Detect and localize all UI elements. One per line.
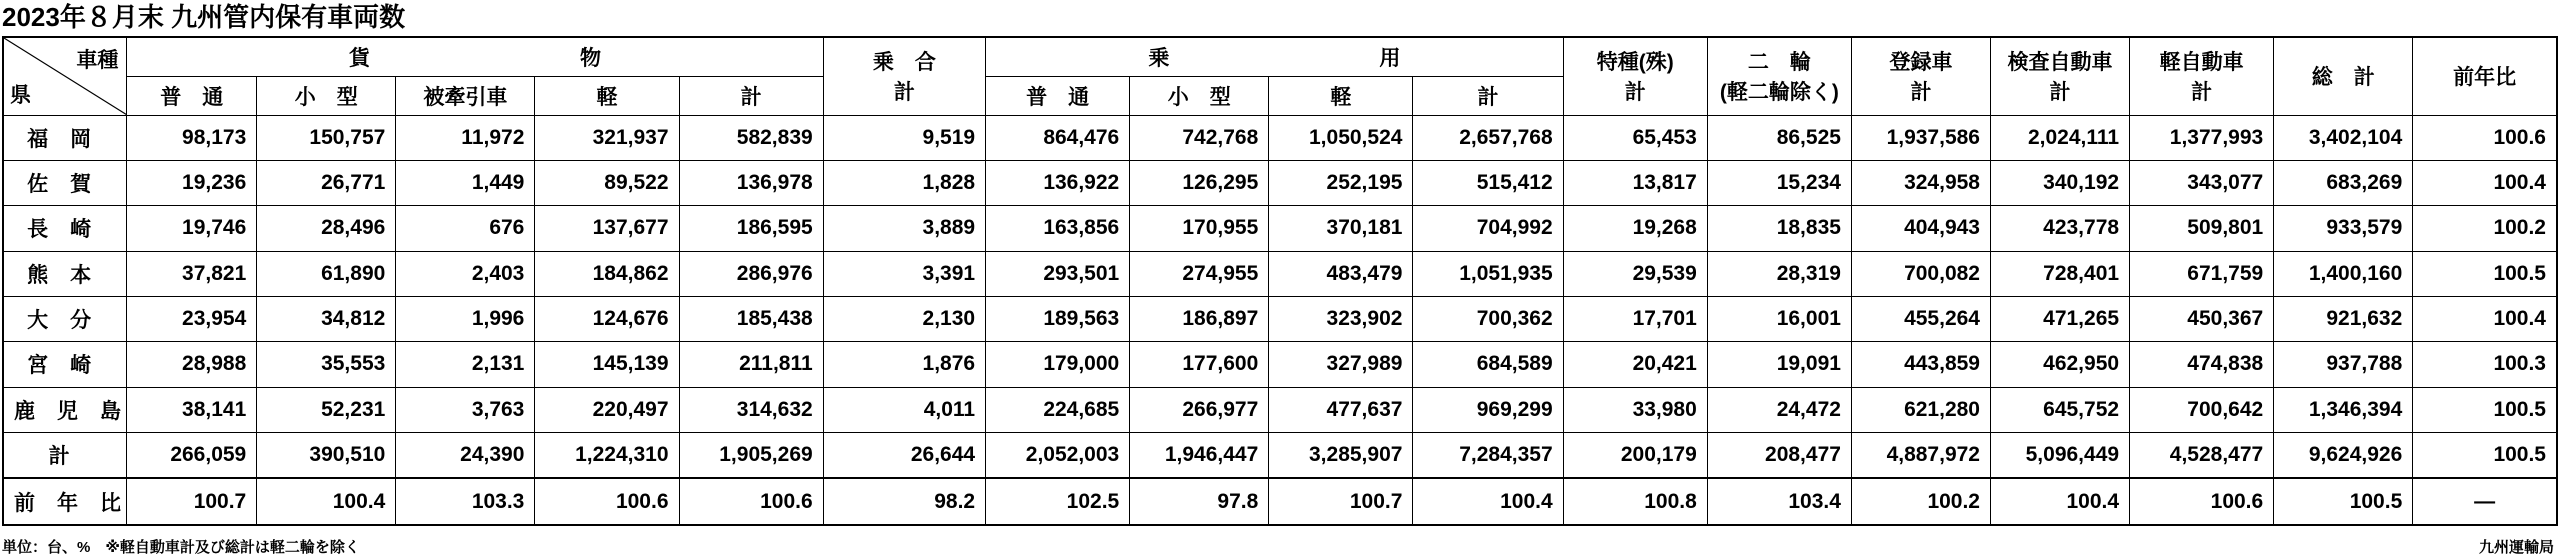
passenger-subheader-futsu: 普 通 [986, 76, 1130, 115]
table-cell: 100.4 [1413, 478, 1563, 525]
cargo-subheader-kogata: 小 型 [257, 76, 396, 115]
table-cell: 462,950 [1991, 342, 2130, 387]
table-cell: 29,539 [1563, 251, 1707, 296]
table-cell: 100.7 [1269, 478, 1413, 525]
table-cell: 89,522 [535, 160, 679, 205]
table-cell: 274,955 [1130, 251, 1269, 296]
table-cell: 97.8 [1130, 478, 1269, 525]
table-cell: 24,390 [396, 433, 535, 479]
table-cell: 2,657,768 [1413, 115, 1563, 160]
table-cell: 443,859 [1851, 342, 1990, 387]
table-cell: 137,677 [535, 206, 679, 251]
bus-header [823, 37, 985, 115]
table-cell: ― [2413, 478, 2557, 525]
bus-header-top: 乗 合 [872, 51, 936, 75]
table-cell: 13,817 [1563, 160, 1707, 205]
table-cell: 455,264 [1851, 296, 1990, 341]
table-corner-header [3, 37, 127, 115]
table-cell: 1,937,586 [1851, 115, 1990, 160]
table-cell: 621,280 [1851, 387, 1990, 432]
table-cell: 2,024,111 [1991, 115, 2130, 160]
table-cell: 704,992 [1413, 206, 1563, 251]
table-cell: 15,234 [1707, 160, 1851, 205]
table-cell: 103.4 [1707, 478, 1851, 525]
table-row [3, 387, 2557, 432]
table-cell: 100.7 [127, 478, 257, 525]
table-cell: 9,624,926 [2274, 433, 2413, 479]
table-cell: 683,269 [2274, 160, 2413, 205]
row-label: 長崎 [3, 206, 127, 251]
table-cell: 37,821 [127, 251, 257, 296]
table-cell: 3,285,907 [1269, 433, 1413, 479]
table-cell: 1,377,993 [2130, 115, 2274, 160]
table-cell: 23,954 [127, 296, 257, 341]
table-cell: 4,887,972 [1851, 433, 1990, 479]
table-cell: 1,905,269 [679, 433, 823, 479]
table-cell: 28,496 [257, 206, 396, 251]
table-cell: 921,632 [2274, 296, 2413, 341]
table-cell: 100.6 [679, 478, 823, 525]
table-cell: 404,943 [1851, 206, 1990, 251]
table-cell: 100.4 [2413, 296, 2557, 341]
page-title: 2023年８月末 九州管内保有車両数 [2, 2, 406, 32]
twowheel-header-bottom: (軽二輪除く) [1719, 81, 1839, 105]
table-cell: 671,759 [2130, 251, 2274, 296]
table-cell: 100.6 [535, 478, 679, 525]
table-cell: 327,989 [1269, 342, 1413, 387]
grand-total-header: 総 計 [2274, 37, 2413, 115]
table-cell: 34,812 [257, 296, 396, 341]
inspected-header-top: 検査自動車 [2007, 51, 2113, 75]
table-cell: 1,828 [823, 160, 985, 205]
table-cell: 100.8 [1563, 478, 1707, 525]
table-cell: 3,391 [823, 251, 985, 296]
table-cell: 474,838 [2130, 342, 2274, 387]
table-cell: 17,701 [1563, 296, 1707, 341]
table-cell: 266,059 [127, 433, 257, 479]
table-cell: 252,195 [1269, 160, 1413, 205]
table-cell: 450,367 [2130, 296, 2274, 341]
table-cell: 324,958 [1851, 160, 1990, 205]
table-cell: 933,579 [2274, 206, 2413, 251]
table-cell: 645,752 [1991, 387, 2130, 432]
table-cell: 189,563 [986, 296, 1130, 341]
table-cell: 700,642 [2130, 387, 2274, 432]
table-cell: 100.6 [2130, 478, 2274, 525]
yoy-header: 前年比 [2413, 37, 2557, 115]
table-cell: 186,897 [1130, 296, 1269, 341]
table-cell: 483,479 [1269, 251, 1413, 296]
row-label: 前年比 [3, 478, 127, 525]
table-cell: 200,179 [1563, 433, 1707, 479]
twowheel-header-top: 二 輪 [1747, 51, 1811, 75]
table-cell: 179,000 [986, 342, 1130, 387]
table-cell: 515,412 [1413, 160, 1563, 205]
row-label: 大分 [3, 296, 127, 341]
table-cell: 700,362 [1413, 296, 1563, 341]
table-cell: 1,050,524 [1269, 115, 1413, 160]
table-cell: 220,497 [535, 387, 679, 432]
table-cell: 4,011 [823, 387, 985, 432]
table-cell: 19,091 [1707, 342, 1851, 387]
table-cell: 1,996 [396, 296, 535, 341]
table-row [3, 433, 2557, 479]
table-cell: 100.4 [257, 478, 396, 525]
row-label: 佐賀 [3, 160, 127, 205]
table-cell: 321,937 [535, 115, 679, 160]
table-cell: 126,295 [1130, 160, 1269, 205]
table-cell: 266,977 [1130, 387, 1269, 432]
table-cell: 100.6 [2413, 115, 2557, 160]
table-cell: 33,980 [1563, 387, 1707, 432]
table-cell: 3,889 [823, 206, 985, 251]
table-cell: 1,224,310 [535, 433, 679, 479]
cargo-subheader-futsu: 普 通 [127, 76, 257, 115]
corner-prefecture-label: 県 [10, 83, 31, 107]
table-cell: 2,131 [396, 342, 535, 387]
table-cell: 184,862 [535, 251, 679, 296]
cargo-group-header: 貨 物 [127, 37, 823, 76]
table-cell: 1,946,447 [1130, 433, 1269, 479]
table-row [3, 251, 2557, 296]
table-cell: 28,319 [1707, 251, 1851, 296]
table-row [3, 160, 2557, 205]
table-cell: 28,988 [127, 342, 257, 387]
table-cell: 185,438 [679, 296, 823, 341]
table-cell: 1,051,935 [1413, 251, 1563, 296]
table-cell: 11,972 [396, 115, 535, 160]
table-cell: 1,449 [396, 160, 535, 205]
table-cell: 18,835 [1707, 206, 1851, 251]
table-cell: 186,595 [679, 206, 823, 251]
table-cell: 323,902 [1269, 296, 1413, 341]
table-cell: 471,265 [1991, 296, 2130, 341]
table-cell: 9,519 [823, 115, 985, 160]
table-cell: 177,600 [1130, 342, 1269, 387]
table-cell: 26,771 [257, 160, 396, 205]
table-cell: 100.2 [2413, 206, 2557, 251]
table-cell: 370,181 [1269, 206, 1413, 251]
table-cell: 19,268 [1563, 206, 1707, 251]
registered-header-top: 登録車 [1889, 51, 1953, 75]
table-cell: 286,976 [679, 251, 823, 296]
table-cell: 211,811 [679, 342, 823, 387]
table-cell: 293,501 [986, 251, 1130, 296]
table-cell: 102.5 [986, 478, 1130, 525]
row-label: 計 [3, 433, 127, 479]
table-cell: 35,553 [257, 342, 396, 387]
table-cell: 208,477 [1707, 433, 1851, 479]
inspected-header [1991, 37, 2130, 115]
table-cell: 163,856 [986, 206, 1130, 251]
table-cell: 26,644 [823, 433, 985, 479]
table-cell: 61,890 [257, 251, 396, 296]
registered-header [1851, 37, 1990, 115]
table-cell: 3,763 [396, 387, 535, 432]
cargo-subheader-total: 計 [679, 76, 823, 115]
cargo-subheader-kei: 軽 [535, 76, 679, 115]
table-cell: 100.5 [2413, 433, 2557, 479]
special-header [1563, 37, 1707, 115]
passenger-group-header: 乗 用 [986, 37, 1564, 76]
table-cell: 103.3 [396, 478, 535, 525]
table-cell: 728,401 [1991, 251, 2130, 296]
passenger-subheader-total: 計 [1413, 76, 1563, 115]
table-cell: 100.5 [2413, 387, 2557, 432]
table-cell: 100.2 [1851, 478, 1990, 525]
row-label: 熊本 [3, 251, 127, 296]
row-label: 福岡 [3, 115, 127, 160]
footnote-source: 九州運輸局 [2478, 539, 2554, 556]
table-cell: 136,922 [986, 160, 1130, 205]
table-cell: 343,077 [2130, 160, 2274, 205]
table-cell: 19,746 [127, 206, 257, 251]
vehicle-count-table [2, 36, 2558, 526]
light-header-top: 軽自動車 [2159, 51, 2244, 75]
bus-header-bottom: 計 [893, 81, 915, 105]
table-cell: 684,589 [1413, 342, 1563, 387]
table-cell: 5,096,449 [1991, 433, 2130, 479]
table-cell: 1,876 [823, 342, 985, 387]
table-row [3, 342, 2557, 387]
table-cell: 136,978 [679, 160, 823, 205]
table-cell: 224,685 [986, 387, 1130, 432]
cargo-subheader-trailer: 被牽引車 [396, 76, 535, 115]
corner-vehicle-type-label: 車種 [76, 49, 119, 72]
light-header-bottom: 計 [2191, 81, 2213, 105]
table-cell: 7,284,357 [1413, 433, 1563, 479]
table-cell: 65,453 [1563, 115, 1707, 160]
passenger-subheader-kogata: 小 型 [1130, 76, 1269, 115]
table-cell: 3,402,104 [2274, 115, 2413, 160]
table-cell: 742,768 [1130, 115, 1269, 160]
table-cell: 390,510 [257, 433, 396, 479]
table-cell: 19,236 [127, 160, 257, 205]
registered-header-bottom: 計 [1910, 81, 1932, 105]
table-cell: 16,001 [1707, 296, 1851, 341]
table-cell: 937,788 [2274, 342, 2413, 387]
table-cell: 477,637 [1269, 387, 1413, 432]
table-row [3, 478, 2557, 525]
passenger-subheader-kei: 軽 [1269, 76, 1413, 115]
row-label: 宮崎 [3, 342, 127, 387]
table-cell: 1,346,394 [2274, 387, 2413, 432]
table-cell: 100.5 [2274, 478, 2413, 525]
table-cell: 20,421 [1563, 342, 1707, 387]
table-cell: 340,192 [1991, 160, 2130, 205]
table-cell: 38,141 [127, 387, 257, 432]
table-cell: 582,839 [679, 115, 823, 160]
table-cell: 2,403 [396, 251, 535, 296]
table-row [3, 296, 2557, 341]
twowheel-header [1707, 37, 1851, 115]
table-cell: 145,139 [535, 342, 679, 387]
row-label: 鹿児島 [3, 387, 127, 432]
table-cell: 2,130 [823, 296, 985, 341]
table-cell: 676 [396, 206, 535, 251]
table-cell: 2,052,003 [986, 433, 1130, 479]
table-row [3, 115, 2557, 160]
table-cell: 1,400,160 [2274, 251, 2413, 296]
table-cell: 24,472 [1707, 387, 1851, 432]
table-cell: 98.2 [823, 478, 985, 525]
table-cell: 100.4 [2413, 160, 2557, 205]
table-cell: 98,173 [127, 115, 257, 160]
inspected-header-bottom: 計 [2049, 81, 2071, 105]
table-cell: 100.4 [1991, 478, 2130, 525]
table-row [3, 206, 2557, 251]
table-cell: 100.3 [2413, 342, 2557, 387]
table-cell: 100.5 [2413, 251, 2557, 296]
table-cell: 52,231 [257, 387, 396, 432]
table-cell: 150,757 [257, 115, 396, 160]
table-cell: 170,955 [1130, 206, 1269, 251]
table-cell: 4,528,477 [2130, 433, 2274, 479]
light-header [2130, 37, 2274, 115]
table-cell: 423,778 [1991, 206, 2130, 251]
table-cell: 864,476 [986, 115, 1130, 160]
table-cell: 509,801 [2130, 206, 2274, 251]
table-cell: 969,299 [1413, 387, 1563, 432]
table-cell: 314,632 [679, 387, 823, 432]
footnote-units: 単位：台、% ※軽自動車計及び総計は軽二輪を除く [2, 539, 360, 556]
table-cell: 700,082 [1851, 251, 1990, 296]
special-header-bottom: 計 [1624, 81, 1646, 105]
special-header-top: 特種(殊) [1596, 51, 1674, 75]
table-cell: 124,676 [535, 296, 679, 341]
table-cell: 86,525 [1707, 115, 1851, 160]
